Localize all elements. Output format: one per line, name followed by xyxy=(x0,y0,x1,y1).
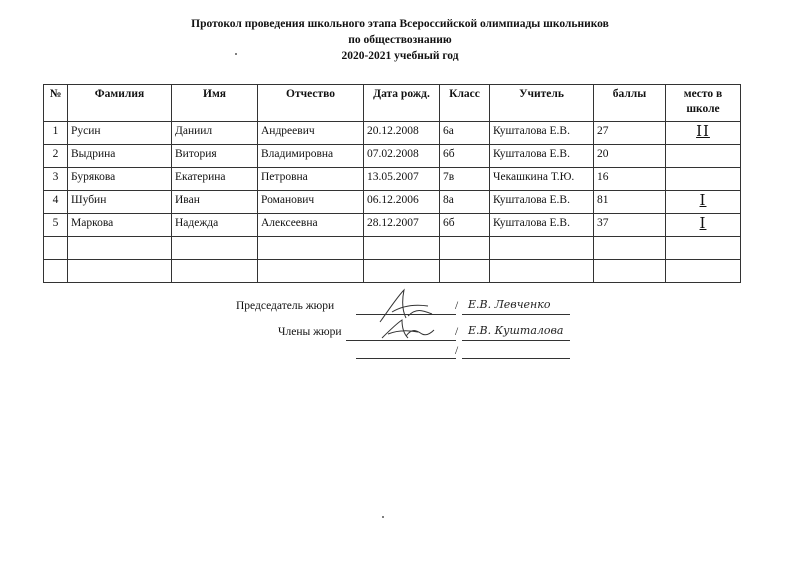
chair-label: Председатель жюри xyxy=(236,300,335,312)
class-cell: 6б xyxy=(440,214,490,237)
patronymic-cell: Романович xyxy=(258,191,364,214)
chair-name-line xyxy=(462,314,570,315)
place-cell xyxy=(666,260,741,283)
score-cell: 37 xyxy=(594,214,666,237)
teacher-cell xyxy=(490,237,594,260)
class-cell: 7в xyxy=(440,168,490,191)
surname-cell: Бурякова xyxy=(68,168,172,191)
dob-cell: 20.12.2008 xyxy=(364,122,440,145)
col-name: Имя xyxy=(172,85,258,122)
dob-cell xyxy=(364,237,440,260)
surname-cell: Шубин xyxy=(68,191,172,214)
row-number: 2 xyxy=(44,145,68,168)
table-header-row xyxy=(44,85,741,122)
teacher-cell: Чекашкина Т.Ю. xyxy=(490,168,594,191)
place-cell xyxy=(666,145,741,168)
col-score: баллы xyxy=(594,85,666,122)
table-row xyxy=(44,260,741,283)
teacher-cell: Кушталова Е.В. xyxy=(490,214,594,237)
class-cell xyxy=(440,237,490,260)
table-row xyxy=(44,237,741,260)
surname-cell xyxy=(68,237,172,260)
place-cell xyxy=(666,191,741,214)
signature-block: Председатель жюри / Е.В. Левченко Члены жюри / Е.В. Кушталова / xyxy=(0,290,800,370)
patronymic-cell: Петровна xyxy=(258,168,364,191)
col-patronymic: Отчество xyxy=(258,85,364,122)
name-cell xyxy=(172,260,258,283)
place-roman-numeral: II xyxy=(696,122,710,140)
patronymic-cell: Владимировна xyxy=(258,145,364,168)
members-label: Члены жюри xyxy=(278,326,342,338)
score-cell: 16 xyxy=(594,168,666,191)
patronymic-cell: Алексеевна xyxy=(258,214,364,237)
score-cell xyxy=(594,260,666,283)
surname-cell xyxy=(68,260,172,283)
row-number: 4 xyxy=(44,191,68,214)
row-number xyxy=(44,237,68,260)
dob-cell: 07.02.2008 xyxy=(364,145,440,168)
surname-cell: Маркова xyxy=(68,214,172,237)
dob-cell: 28.12.2007 xyxy=(364,214,440,237)
dob-cell xyxy=(364,260,440,283)
extra-signature-line xyxy=(356,358,456,359)
row-number xyxy=(44,260,68,283)
col-dob: Дата рожд. xyxy=(364,85,440,122)
extra-name-line xyxy=(462,358,570,359)
score-cell: 20 xyxy=(594,145,666,168)
name-cell: Иван xyxy=(172,191,258,214)
results-table xyxy=(43,84,741,283)
col-teacher: Учитель xyxy=(490,85,594,122)
chair-name-handwritten: Е.В. Левченко xyxy=(468,298,551,311)
title-line-2: по обществознанию xyxy=(348,34,452,46)
member-signature-scribble xyxy=(378,316,438,346)
teacher-cell: Кушталова Е.В. xyxy=(490,122,594,145)
surname-cell: Русин xyxy=(68,122,172,145)
table-row xyxy=(44,214,741,237)
name-cell xyxy=(172,237,258,260)
table-row xyxy=(44,168,741,191)
name-cell: Надежда xyxy=(172,214,258,237)
member-name-handwritten: Е.В. Кушталова xyxy=(468,324,564,337)
name-cell: Екатерина xyxy=(172,168,258,191)
place-cell xyxy=(666,122,741,145)
teacher-cell xyxy=(490,260,594,283)
teacher-cell: Кушталова Е.В. xyxy=(490,145,594,168)
name-cell: Даниил xyxy=(172,122,258,145)
place-roman-numeral: I xyxy=(699,214,707,232)
class-cell: 8а xyxy=(440,191,490,214)
col-number: № xyxy=(44,85,68,122)
dob-cell: 13.05.2007 xyxy=(364,168,440,191)
teacher-cell: Кушталова Е.В. xyxy=(490,191,594,214)
title-line-1: Протокол проведения школьного этапа Всероссийской олимпиады школьников xyxy=(191,18,609,30)
surname-cell: Выдрина xyxy=(68,145,172,168)
table-row xyxy=(44,191,741,214)
patronymic-cell: Андреевич xyxy=(258,122,364,145)
place-cell xyxy=(666,168,741,191)
score-cell: 27 xyxy=(594,122,666,145)
place-roman-numeral: I xyxy=(699,191,707,209)
score-cell: 81 xyxy=(594,191,666,214)
table-row xyxy=(44,122,741,145)
dob-cell: 06.12.2006 xyxy=(364,191,440,214)
row-number: 3 xyxy=(44,168,68,191)
col-surname: Фамилия xyxy=(68,85,172,122)
class-cell xyxy=(440,260,490,283)
row-number: 5 xyxy=(44,214,68,237)
score-cell xyxy=(594,237,666,260)
patronymic-cell xyxy=(258,260,364,283)
patronymic-cell xyxy=(258,237,364,260)
table-row xyxy=(44,145,741,168)
name-cell: Витория xyxy=(172,145,258,168)
document-title xyxy=(0,16,800,64)
col-class: Класс xyxy=(440,85,490,122)
place-cell xyxy=(666,237,741,260)
member-name-line xyxy=(462,340,570,341)
class-cell: 6б xyxy=(440,145,490,168)
col-place: место в школе xyxy=(666,85,741,122)
title-line-3: 2020-2021 учебный год xyxy=(341,50,459,62)
place-cell xyxy=(666,214,741,237)
row-number: 1 xyxy=(44,122,68,145)
class-cell: 6а xyxy=(440,122,490,145)
